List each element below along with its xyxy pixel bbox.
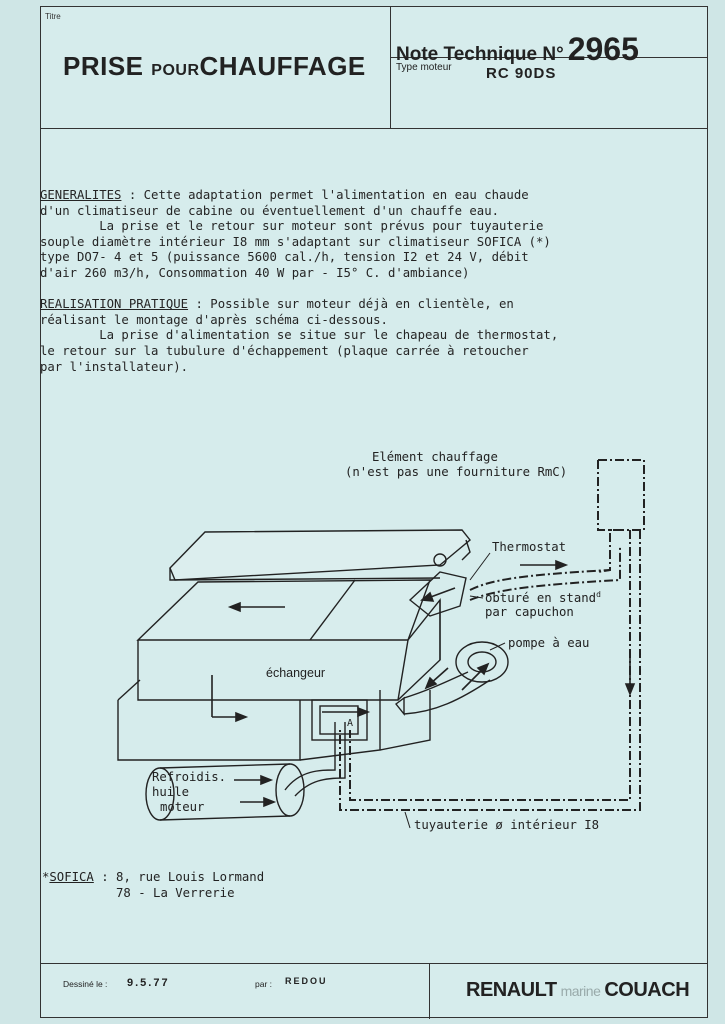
generalites-line-3: La prise et le retour sur moteur sont prévus pour tuyauterie: [40, 219, 544, 234]
generalites-line-4: souple diamètre intérieur I8 mm s'adaptant sur climatiseur SOFICA (*): [40, 234, 551, 249]
thermostat-label: Thermostat: [492, 540, 567, 554]
brand-marine: marine: [560, 983, 601, 999]
generalites-line-1: : Cette adaptation permet l'alimentation en eau chaude: [121, 188, 529, 202]
address-name: SOFICA: [49, 870, 94, 884]
dessine-value: 9.5.77: [127, 977, 170, 989]
obture-text: obturé en stand: [485, 591, 597, 606]
address-line-1: : 8, rue Louis Lormand: [93, 870, 265, 884]
tuyauterie-label: tuyauterie ø intérieur I8: [414, 818, 600, 832]
realisation-line-5: par l'installateur).: [40, 359, 189, 374]
refroid-label-1: Refroidis.: [152, 770, 227, 784]
par-value: REDOU: [285, 976, 328, 986]
address-line-2: 78 - La Verrerie: [42, 885, 235, 900]
realisation-heading: REALISATION PRATIQUE: [40, 297, 189, 312]
capuchon-label: par capuchon: [485, 605, 574, 619]
element-chauffage-note: (n'est pas une fourniture RmC): [345, 465, 568, 479]
sofica-address: [42, 870, 264, 901]
generalites-line-5: type DO7- 4 et 5 (puissance 5600 cal./h, tension I2 et 24 V, débit: [40, 250, 529, 265]
realisation-line-4: le retour sur la tubulure d'échappement (plaque carrée à retoucher: [40, 343, 529, 358]
dessine-label: Dessiné le :: [63, 979, 108, 989]
title-chauffage: CHAUFFAGE: [199, 51, 366, 81]
title-pour: POUR: [151, 62, 200, 79]
element-chauffage-label: Elément chauffage: [372, 450, 498, 464]
refroid-label-3: moteur: [160, 800, 205, 814]
note-number: 2965: [567, 31, 639, 67]
obture-label: [485, 590, 601, 605]
obture-sup: d: [596, 590, 601, 599]
title-prise: PRISE: [63, 51, 144, 81]
generalites-line-6: d'air 260 m3/h, Consommation 40 W par - I5° C. d'ambiance): [40, 265, 470, 280]
type-moteur-value: RC 90DS: [486, 65, 557, 82]
pompe-label: pompe à eau: [508, 636, 590, 650]
marker-a: A: [347, 718, 354, 729]
note-label: Note Technique N°: [396, 44, 564, 65]
generalites-heading: GENERALITES: [40, 188, 122, 202]
generalites-line-2: d'un climatiseur de cabine ou éventuellement d'un chauffe eau.: [40, 203, 500, 218]
address-star: *: [42, 870, 50, 884]
refroid-label-2: huile: [152, 785, 190, 799]
realisation-line-2: réalisant le montage d'après schéma ci-dessous.: [40, 312, 388, 327]
type-moteur-label: Type moteur: [396, 62, 452, 73]
titre-label: Titre: [45, 12, 61, 21]
realisation-line-1: : Possible sur moteur déjà en clientèle, en: [188, 297, 514, 312]
brand-couach: COUACH: [604, 979, 690, 1001]
par-label: par :: [255, 979, 273, 989]
echangeur-label: échangeur: [266, 666, 326, 680]
brand-renault: RENAULT: [466, 979, 557, 1001]
realisation-line-3: La prise d'alimentation se situe sur le chapeau de thermostat,: [40, 328, 559, 343]
